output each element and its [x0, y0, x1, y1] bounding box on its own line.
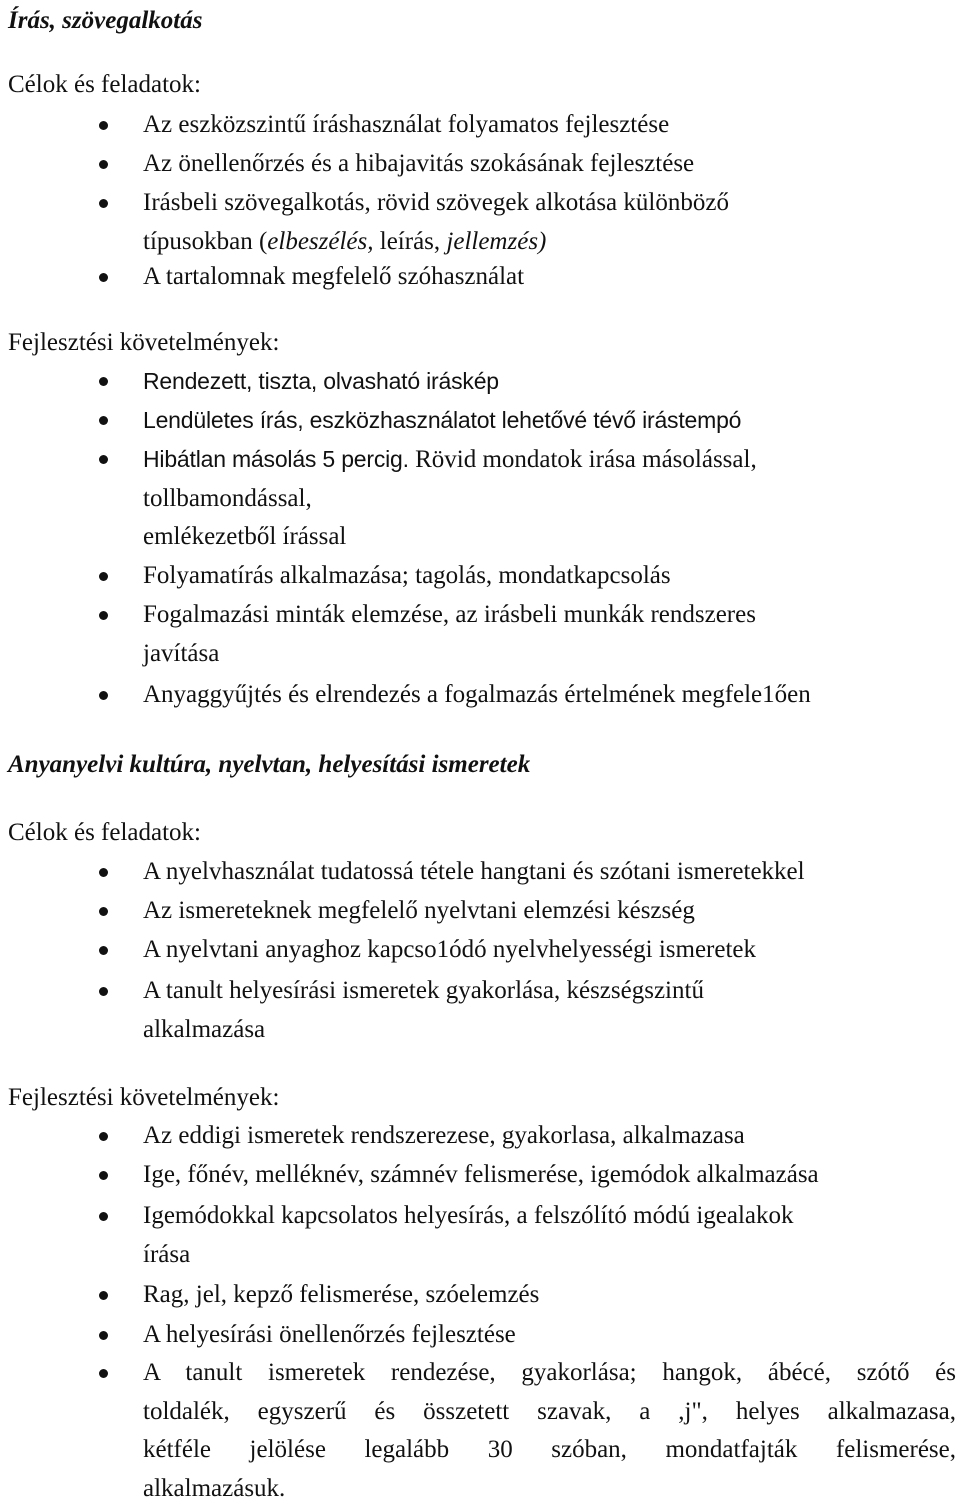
- bullet-icon: [99, 121, 108, 130]
- section-heading: Anyanyelvi kultúra, nyelvtan, helyesítási ismeretek: [8, 751, 531, 778]
- bullet-icon: [99, 572, 108, 581]
- bullet-icon: [99, 1331, 108, 1340]
- bullet-icon: [99, 907, 108, 916]
- bullet-icon: [99, 455, 108, 464]
- bullet-icon: [99, 160, 108, 169]
- bullet-icon: [99, 1171, 108, 1180]
- bullet-icon: [99, 987, 108, 996]
- bullet-icon: [99, 1369, 108, 1378]
- section-heading: Írás, szövegalkotás: [8, 7, 203, 34]
- bullet-icon: [99, 691, 108, 700]
- requirements-label: Fejlesztési követelmények:: [8, 329, 280, 356]
- bullet-icon: [99, 1132, 108, 1141]
- requirements-label: Fejlesztési követelmények:: [8, 1084, 280, 1111]
- bullet-icon: [99, 946, 108, 955]
- bullet-icon: [99, 416, 108, 425]
- bullet-icon: [99, 868, 108, 877]
- bullet-icon: [99, 273, 108, 282]
- bullet-icon: [99, 1291, 108, 1300]
- bullet-icon: [99, 1212, 108, 1221]
- bullet-icon: [99, 377, 108, 386]
- bullet-icon: [99, 611, 108, 620]
- bullet-icon: [99, 199, 108, 208]
- goals-label: Célok és feladatok:: [8, 819, 201, 846]
- goals-label: Célok és feladatok:: [8, 71, 201, 98]
